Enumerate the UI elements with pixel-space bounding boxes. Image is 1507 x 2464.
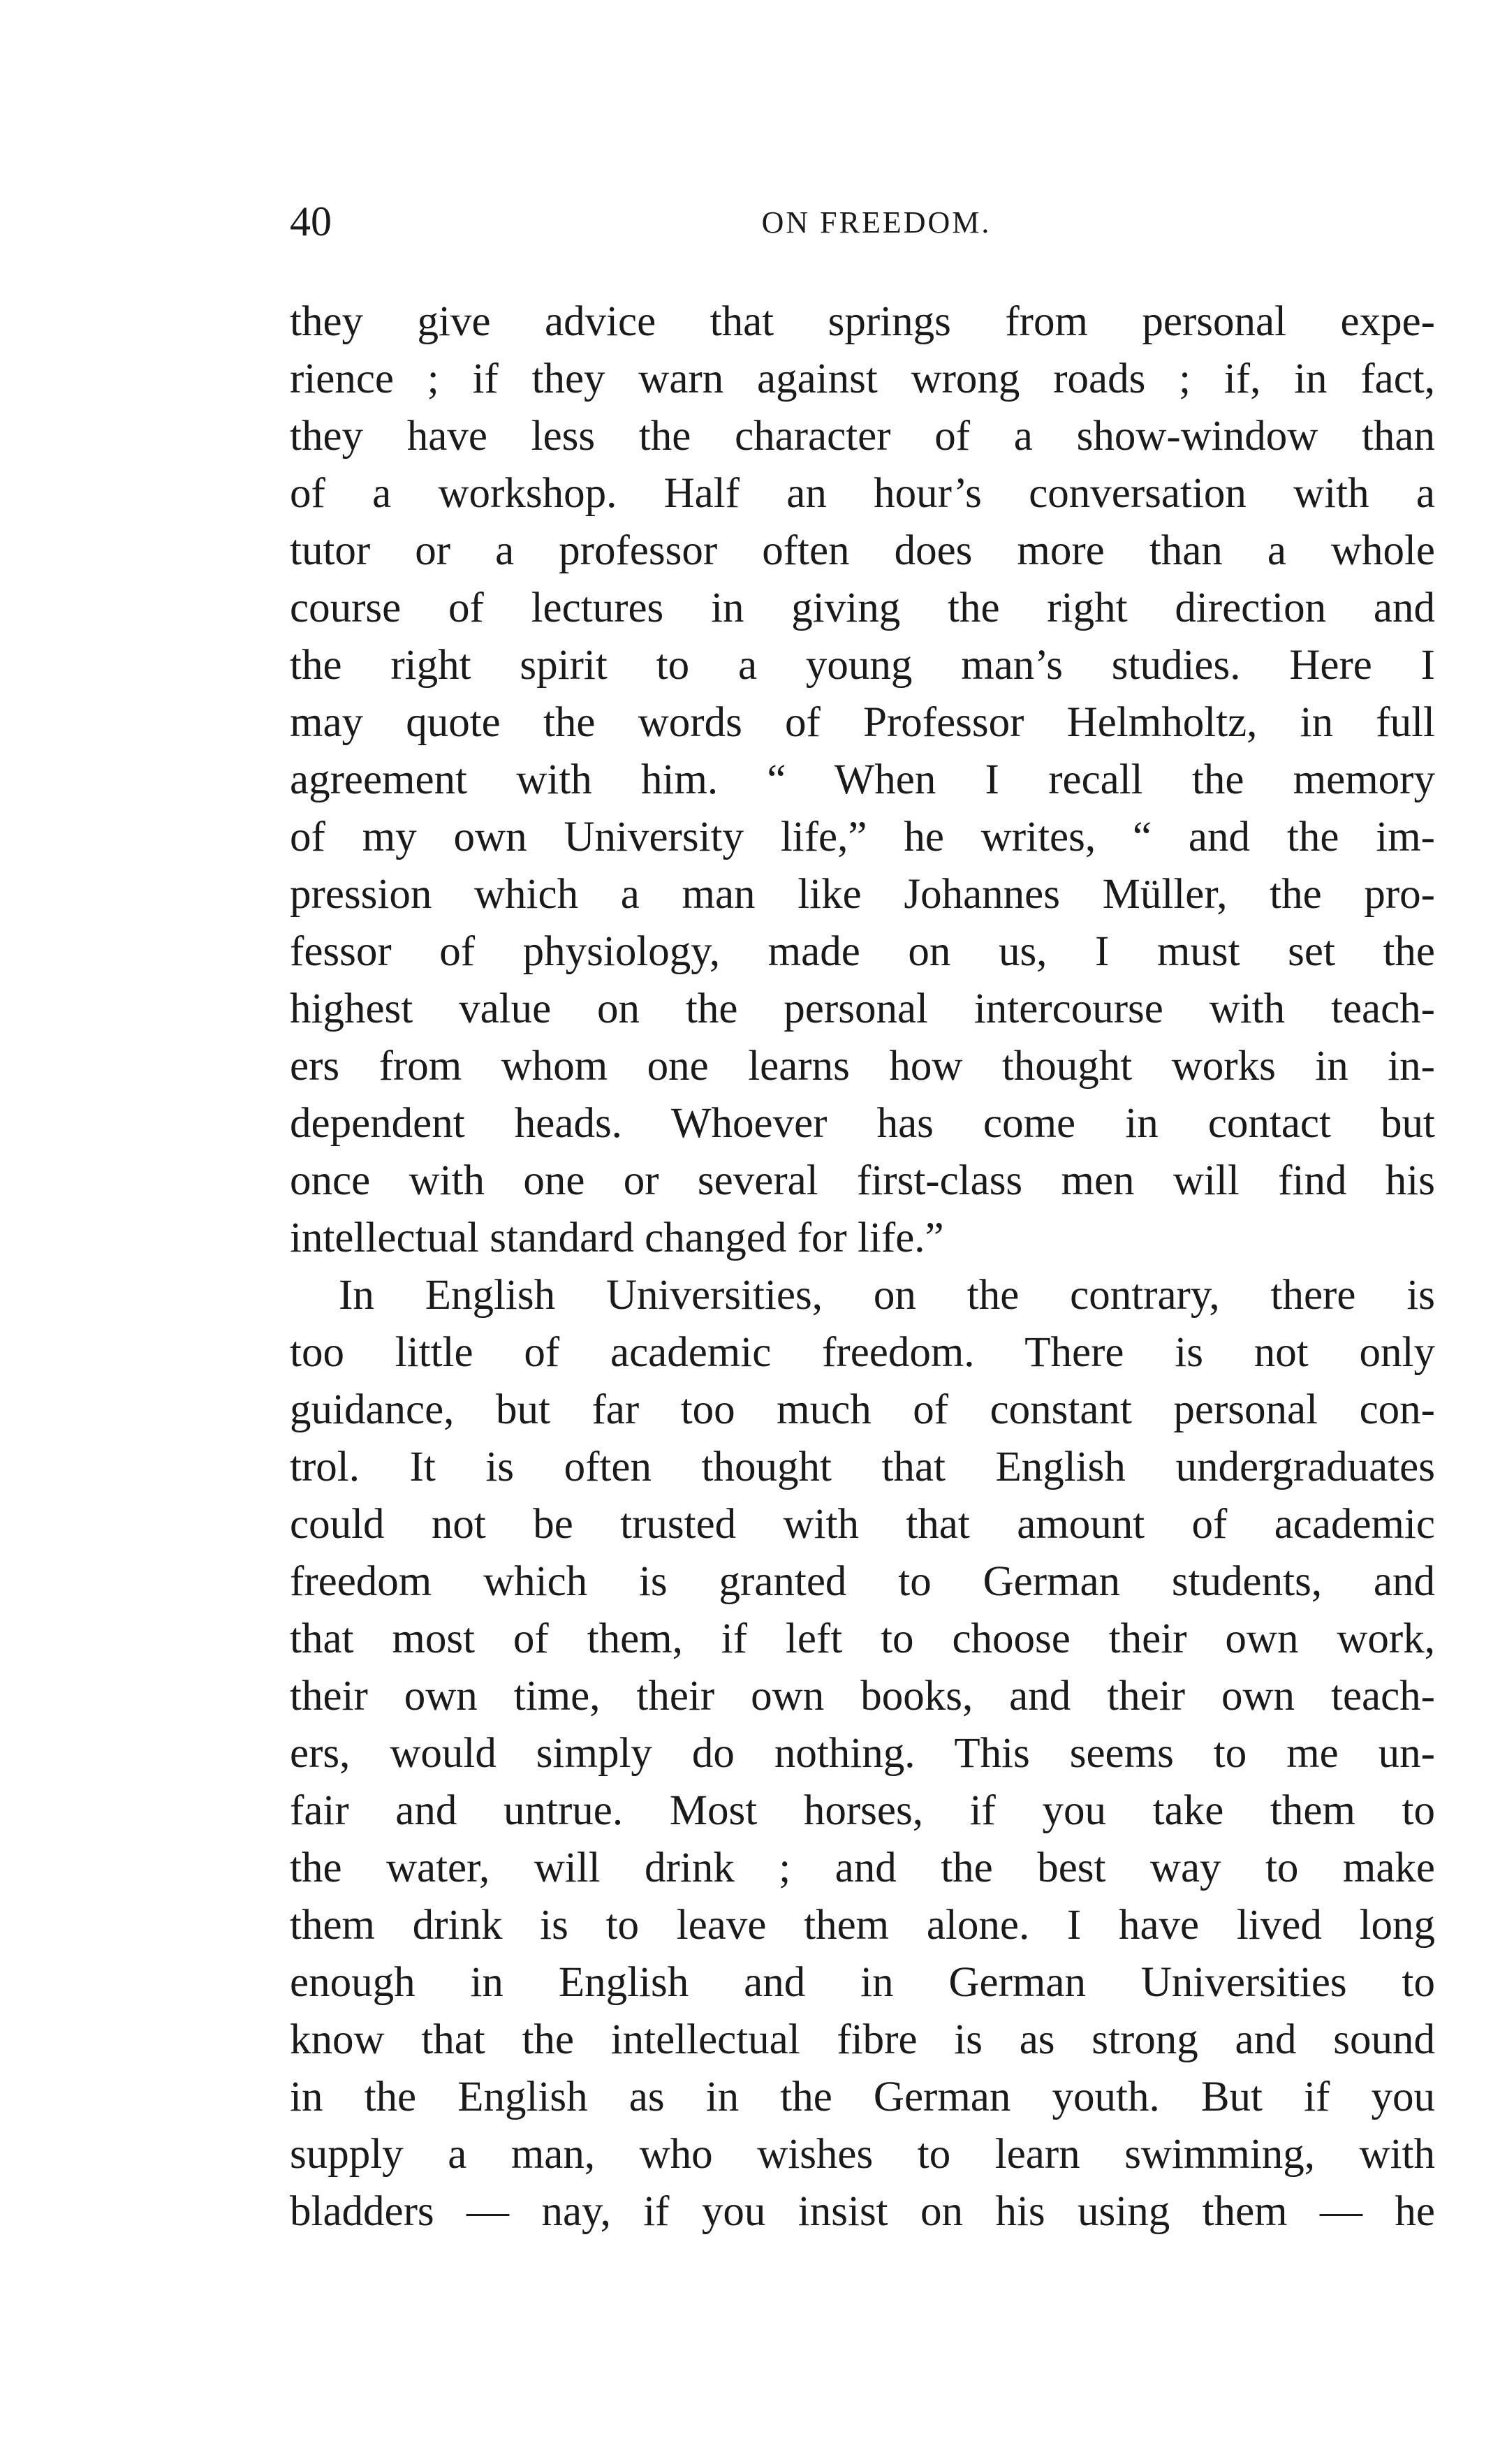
running-title: ON FREEDOM.: [761, 205, 992, 240]
text-line: of my own University life,” he writes, “ and the im-: [290, 814, 1435, 860]
text-line: their own time, their own books, and their own teach-: [290, 1673, 1435, 1719]
text-line: agreement with him. “ When I recall the memory: [290, 756, 1435, 803]
paragraph-start-line: In English Universities, on the contrary, there is: [339, 1272, 1435, 1319]
page-header: [290, 197, 1435, 246]
text-line: highest value on the personal intercourse with teach-: [290, 985, 1435, 1032]
text-line: could not be trusted with that amount of academic: [290, 1501, 1435, 1548]
page-number: 40: [290, 198, 332, 244]
text-line: bladders — nay, if you insist on his using them — he: [290, 2188, 1435, 2235]
text-line: course of lectures in giving the right direction and: [290, 585, 1435, 631]
text-line: too little of academic freedom. There is not only: [290, 1329, 1435, 1376]
text-line: that most of them, if left to choose their own work,: [290, 1615, 1435, 1662]
text-line: they give advice that springs from personal expe-: [290, 298, 1435, 345]
text-line: ers, would simply do nothing. This seems to me un-: [290, 1730, 1435, 1777]
text-line: know that the intellectual fibre is as strong and sound: [290, 2016, 1435, 2063]
text-line: freedom which is granted to German students, and: [290, 1558, 1435, 1605]
text-line: trol. It is often thought that English undergraduates: [290, 1444, 1435, 1490]
paragraph-end-line: intellectual standard changed for life.”: [290, 1215, 944, 1261]
text-line: they have less the character of a show-window than: [290, 413, 1435, 460]
text-line: tutor or a professor often does more than a whole: [290, 527, 1435, 574]
text-line: fair and untrue. Most horses, if you take them to: [290, 1787, 1435, 1834]
text-line: ers from whom one learns how thought works in in-: [290, 1043, 1435, 1090]
text-line: rience ; if they warn against wrong roads ; if, in fact,: [290, 355, 1435, 402]
text-line: guidance, but far too much of constant personal con-: [290, 1386, 1435, 1433]
text-line: fessor of physiology, made on us, I must set the: [290, 928, 1435, 975]
text-line: supply a man, who wishes to learn swimming, with: [290, 2131, 1435, 2178]
text-line: pression which a man like Johannes Müller, the pro-: [290, 871, 1435, 918]
text-line: them drink is to leave them alone. I have lived long: [290, 1902, 1435, 1949]
text-line: the water, will drink ; and the best way to make: [290, 1845, 1435, 1891]
text-line: of a workshop. Half an hour’s conversation with a: [290, 470, 1435, 517]
text-line: may quote the words of Professor Helmholtz, in full: [290, 699, 1435, 746]
text-line: in the English as in the German youth. But if you: [290, 2074, 1435, 2120]
text-line: the right spirit to a young man’s studies. Here I: [290, 642, 1435, 689]
text-line: dependent heads. Whoever has come in contact but: [290, 1100, 1435, 1147]
text-line: once with one or several first-class men will find his: [290, 1157, 1435, 1204]
body-text: [290, 293, 1435, 2241]
text-line: enough in English and in German Universities to: [290, 1959, 1435, 2006]
